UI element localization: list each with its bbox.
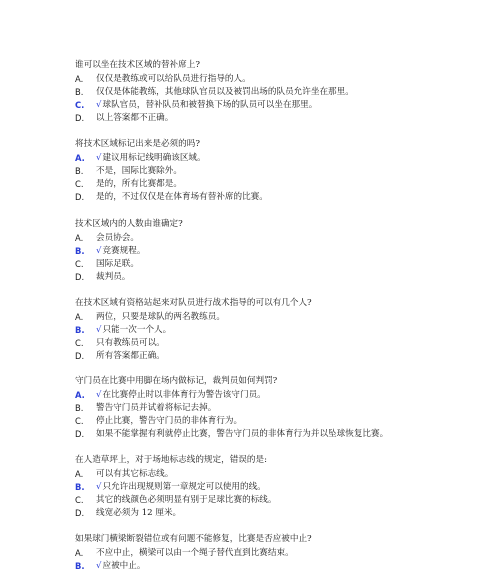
option-letter: D. [75, 192, 85, 203]
option-letter: C. [75, 416, 84, 427]
question-text: 技术区域内的人数由谁确定? [75, 219, 183, 229]
option-text: 只允许出现规则第一章规定可以使用的线。 [102, 481, 266, 492]
option-item [75, 258, 495, 271]
question-block [75, 454, 495, 521]
option-letter: A. [75, 547, 84, 558]
option-text: 球队官员，替补队员和被替换下场的队员可以坐在那里。 [102, 100, 318, 111]
check-mark-icon: √ [96, 245, 102, 256]
option-item [75, 178, 495, 191]
option-letter: B. [75, 86, 84, 97]
question-text: 如果球门横梁断裂错位或有问题不能修复，比赛是否应被中止? [75, 534, 312, 544]
option-text: 在比赛停止时以非体育行为警告该守门员。 [102, 389, 266, 400]
option-item [75, 547, 495, 560]
option-letter: C. [75, 259, 84, 270]
option-item [75, 165, 495, 178]
check-mark-icon: √ [96, 324, 102, 335]
option-text: 会员协会。 [96, 232, 139, 243]
option-letter: A. [75, 311, 84, 322]
option-item [75, 468, 495, 481]
option-item [75, 428, 495, 441]
option-item [75, 86, 495, 99]
option-item-correct [75, 389, 495, 402]
option-text: 不是，国际比赛除外。 [96, 165, 182, 176]
option-letter: C. [75, 495, 84, 506]
option-item [75, 402, 495, 415]
question-block [75, 59, 495, 126]
option-text: 其它的线颜色必须明显有别于足球比赛的标线。 [96, 495, 277, 506]
option-text: 仅仅是教练或可以给队员进行指导的人。 [96, 73, 251, 84]
question-text: 将技术区域标记出来是必须的吗? [75, 139, 200, 149]
option-letter: D. [75, 113, 85, 124]
option-item [75, 191, 495, 204]
option-item [75, 271, 495, 284]
check-mark-icon: √ [96, 152, 102, 163]
option-item-correct [75, 324, 495, 337]
option-letter: B. [75, 165, 84, 176]
option-text: 警告守门员并试着将标记去掉。 [96, 402, 217, 413]
option-item [75, 507, 495, 520]
question-block [75, 533, 495, 573]
option-letter: C. [75, 179, 84, 190]
option-letter: D. [75, 351, 85, 362]
option-text: 应被中止。 [102, 560, 146, 571]
option-letter: D. [75, 508, 85, 519]
option-item-correct [75, 560, 495, 573]
option-letter: A. [75, 389, 85, 400]
option-letter: C. [75, 100, 85, 111]
option-letter: A. [75, 468, 84, 479]
question-text: 谁可以坐在技术区域的替补席上? [75, 60, 200, 70]
question-block [75, 297, 495, 364]
option-text: 裁判员。 [96, 272, 131, 283]
check-mark-icon: √ [96, 100, 102, 111]
question-block [75, 218, 495, 285]
option-item [75, 112, 495, 125]
option-text: 国际足联。 [96, 259, 139, 270]
option-text: 是的，所有比赛都是。 [96, 179, 182, 190]
option-item-correct [75, 481, 495, 494]
check-mark-icon: √ [96, 560, 102, 571]
option-letter: C. [75, 338, 84, 349]
option-letter: B. [75, 481, 85, 492]
option-item-correct [75, 99, 495, 112]
option-item [75, 232, 495, 245]
option-letter: B. [75, 245, 85, 256]
question-text: 在技术区域有资格站起来对队员进行战术指导的可以有几个人? [75, 298, 312, 308]
option-text: 以上答案都不正确。 [96, 113, 174, 124]
option-letter: B. [75, 402, 84, 413]
option-text: 所有答案都正确。 [96, 351, 165, 362]
option-text: 竞赛规程。 [102, 245, 146, 256]
option-text: 仅仅是体能教练，其他球队官员以及被罚出场的队员允许坐在那里。 [96, 86, 354, 97]
option-text: 只有教练员可以。 [96, 338, 165, 349]
option-item-correct [75, 152, 495, 165]
question-text: 在人造草坪上，对于场地标志线的规定，错误的是: [75, 455, 267, 465]
option-item [75, 350, 495, 363]
option-text: 建议用标记线明确该区域。 [102, 152, 206, 163]
option-letter: A. [75, 73, 84, 84]
option-letter: D. [75, 429, 85, 440]
option-text: 如果不能掌握有利就停止比赛，警告守门员的非体育行为并以坠球恢复比赛。 [96, 429, 389, 440]
option-item-correct [75, 245, 495, 258]
option-item [75, 337, 495, 350]
option-letter: A. [75, 152, 85, 163]
option-letter: B. [75, 560, 85, 571]
option-text: 只能一次一个人。 [102, 324, 172, 335]
question-text: 守门员在比赛中用脚在场内做标记，裁判员如何判罚? [75, 376, 278, 386]
option-text: 停止比赛，警告守门员的非体育行为。 [96, 416, 243, 427]
option-letter: B. [75, 324, 85, 335]
option-item [75, 73, 495, 86]
option-text: 不应中止，横梁可以由一个绳子替代直到比赛结束。 [96, 547, 294, 558]
check-mark-icon: √ [96, 481, 102, 492]
question-block [75, 375, 495, 442]
option-text: 是的，不过仅仅是在体育场有替补席的比赛。 [96, 192, 268, 203]
option-text: 可以有其它标志线。 [96, 468, 174, 479]
option-text: 两位，只要是球队的两名教练员。 [96, 311, 225, 322]
option-text: 线宽必须为 12 厘米。 [96, 508, 182, 519]
check-mark-icon: √ [96, 389, 102, 400]
option-item [75, 415, 495, 428]
option-item [75, 311, 495, 324]
option-item [75, 494, 495, 507]
option-letter: A. [75, 232, 84, 243]
question-block [75, 138, 495, 205]
option-letter: D. [75, 272, 85, 283]
